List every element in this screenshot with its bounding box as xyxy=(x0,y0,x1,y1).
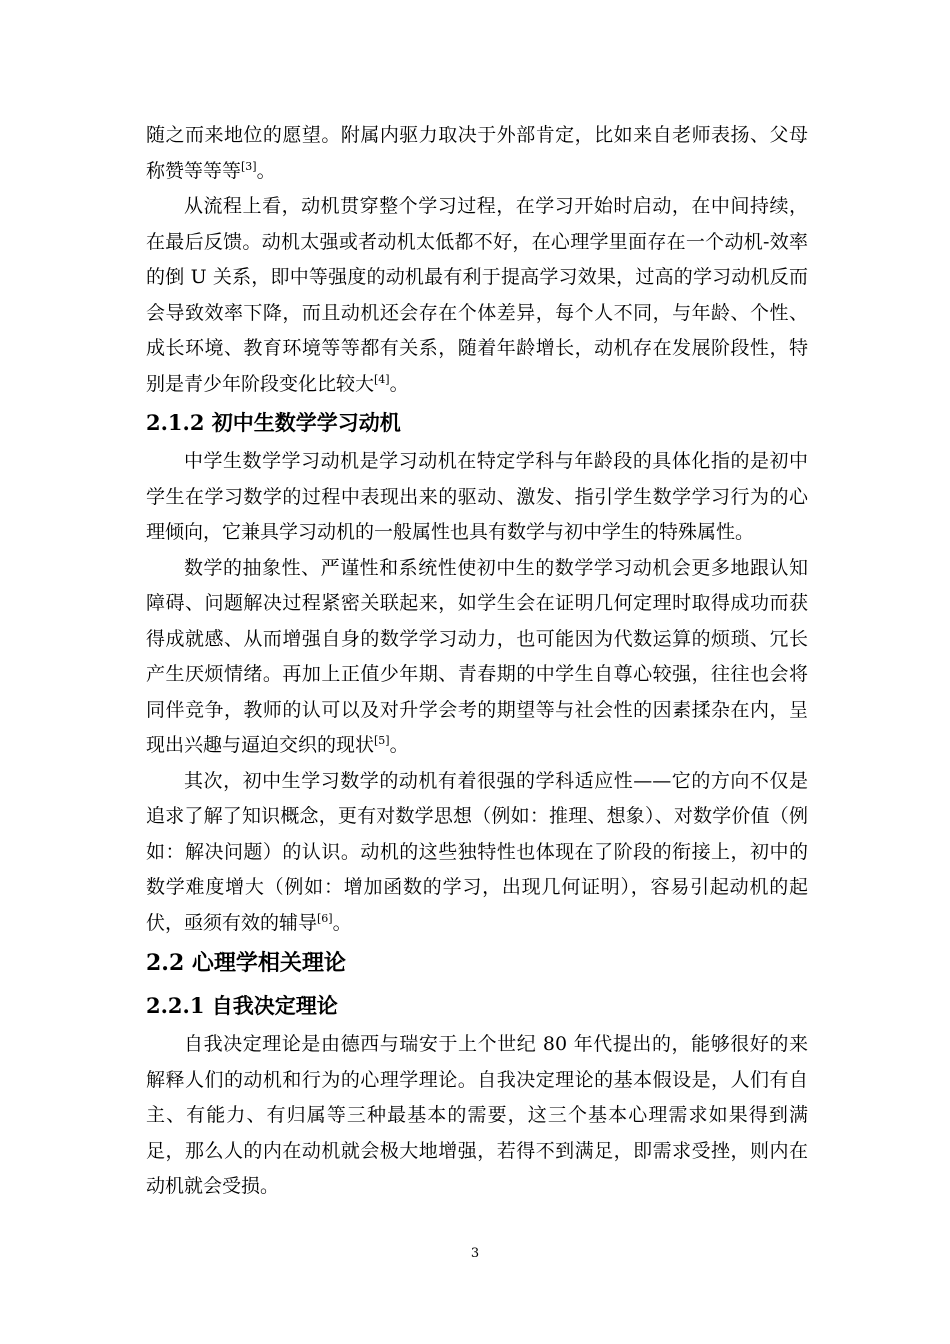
citation: [3] xyxy=(241,159,257,173)
paragraph-math-characteristics: 数学的抽象性、严谨性和系统性使初中生的数学学习动机会更多地跟认知障碍、问题解决过程紧密关联起来，如学生会在证明几何定理时取得成功而获得成就感、从而增强自身的数学学习动力，也可能因为代数运算的烦琐、冗长产生厌烦情绪。再加上正值少年期、青春期的中学生自尊心较强，往往也会将同伴竞争，教师的认可以及对升学会考的期望等与社会性的因素揉杂在内，呈现出兴趣与逼迫交织的现状[5]。 xyxy=(146,556,808,756)
citation: [6] xyxy=(317,911,333,925)
paragraph-definition: 中学生数学学习动机是学习动机在特定学科与年龄段的具体化指的是初中学生在学习数学的过程中表现出来的驱动、激发、指引学生数学学习行为的心理倾向，它兼具学习动机的一般属性也具有数学与初中学生的特殊属性。 xyxy=(146,450,808,543)
paragraph-continued: 随之而来地位的愿望。附属内驱力取决于外部肯定，比如来自老师表扬、父母称赞等等等[3]。 xyxy=(146,124,808,182)
section-heading-2-2: 2.2 心理学相关理论 xyxy=(146,950,346,976)
paragraph-motivation-process: 从流程上看，动机贯穿整个学习过程，在学习开始时启动，在中间持续，在最后反馈。动机太强或者动机太低都不好，在心理学里面存在一个动机-效率的倒 U 关系，即中等强度的动机最有利于提高学习效果，过高的学习动机反而会导致效率下降，而且动机还会存在个体差异，每个人不同，与年龄、个性、成长环境、教育环境等等都有关系，随着年龄增长，动机存在发展阶段性，特别是青少年阶段变化比较大[4]。 xyxy=(146,195,808,395)
section-heading-2-2-1: 2.2.1 自我决定理论 xyxy=(146,993,338,1018)
page-number: 3 xyxy=(470,1246,480,1261)
paragraph-self-determination: 自我决定理论是由德西与瑞安于上个世纪 80 年代提出的，能够很好的来解释人们的动机和行为的心理学理论。自我决定理论的基本假设是，人们有自主、有能力、有归属等三种最基本的需要，这三个基本心理需求如果得到满足，那么人的内在动机就会极大地增强，若得不到满足，即需求受挫，则内在动机就会受损。 xyxy=(146,1033,808,1197)
paragraph-subject-adaptability: 其次，初中生学习数学的动机有着很强的学科适应性——它的方向不仅是追求了解了知识概念，更有对数学思想（例如：推理、想象）、对数学价值（例如：解决问题）的认识。动机的这些独特性也体现在了阶段的衔接上，初中的数学难度增大（例如：增加函数的学习，出现几何证明），容易引起动机的起伏，亟须有效的辅导[6]。 xyxy=(146,769,808,934)
section-heading-2-1-2: 2.1.2 初中生数学学习动机 xyxy=(146,410,401,435)
citation: [5] xyxy=(374,734,390,747)
citation: [4] xyxy=(374,372,390,386)
body-text xyxy=(146,118,808,1205)
